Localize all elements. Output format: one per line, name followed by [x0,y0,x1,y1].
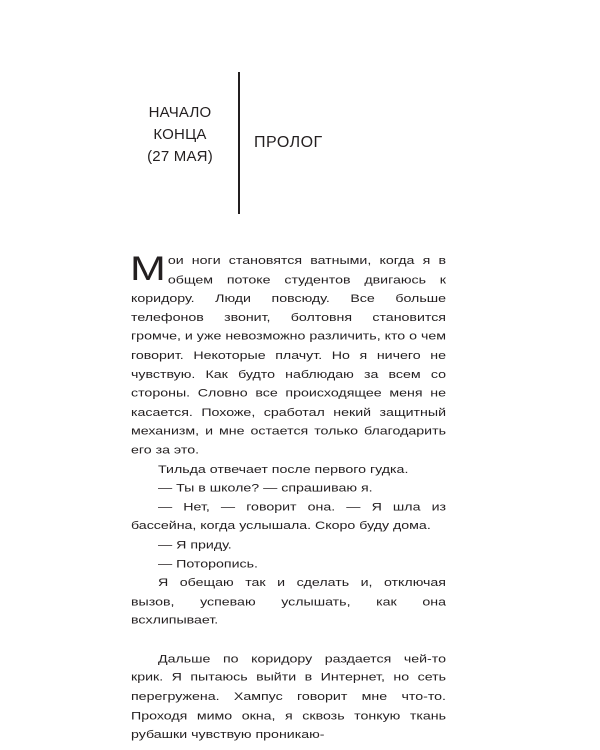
paragraph: Тильда отвечает после первого гудка. [158,462,409,476]
paragraph: Дальше по коридору раздается чей-то крик. Я пытаюсь выйти в Интернет, но сеть перегружена. Хампус говорит мне что-то. Проходя мимо окна, я сквозь тонкую ткань рубашки чувствую проникаю- [131,652,446,742]
section-break [131,631,446,650]
chapter-title: ПРОЛОГ [254,134,323,151]
body-text [130,249,446,745]
section-title: НАЧАЛО КОНЦА [148,104,212,143]
section-date: (27 МАЯ) [147,148,213,165]
dialogue-line: — Нет, — говорит она. — Я шла из бассейна, когда услышала. Скоро буду дома. [131,500,446,533]
paragraph: Я обещаю так и сделать и, отключая вызов, успеваю услышать, как она всхлипывает. [131,576,446,628]
vertical-divider [238,72,240,214]
paragraph-text: ои ноги становятся ватными, когда я в общем потоке студентов двигаюсь к коридору. Люди повсюду. Все больше телефонов звонит, болтовня становится громче, и уже невозможно различить, кто о чем говорит. Некоторые плачут. Но я ничего не чувствую. Как будто наблюдаю за всем со стороны. Словно все происходящее меня не касается. Похоже, сработал некий защитный механизм, и мне остается только благодарить его за это. [131,254,446,457]
dialogue-line: — Я приду. [158,538,232,552]
drop-cap: М [130,249,166,289]
dialogue-line: — Ты в школе? — спрашиваю я. [158,481,373,495]
paragraph [130,249,446,460]
section-heading [120,102,240,168]
dialogue-line: — Поторопись. [158,557,258,571]
